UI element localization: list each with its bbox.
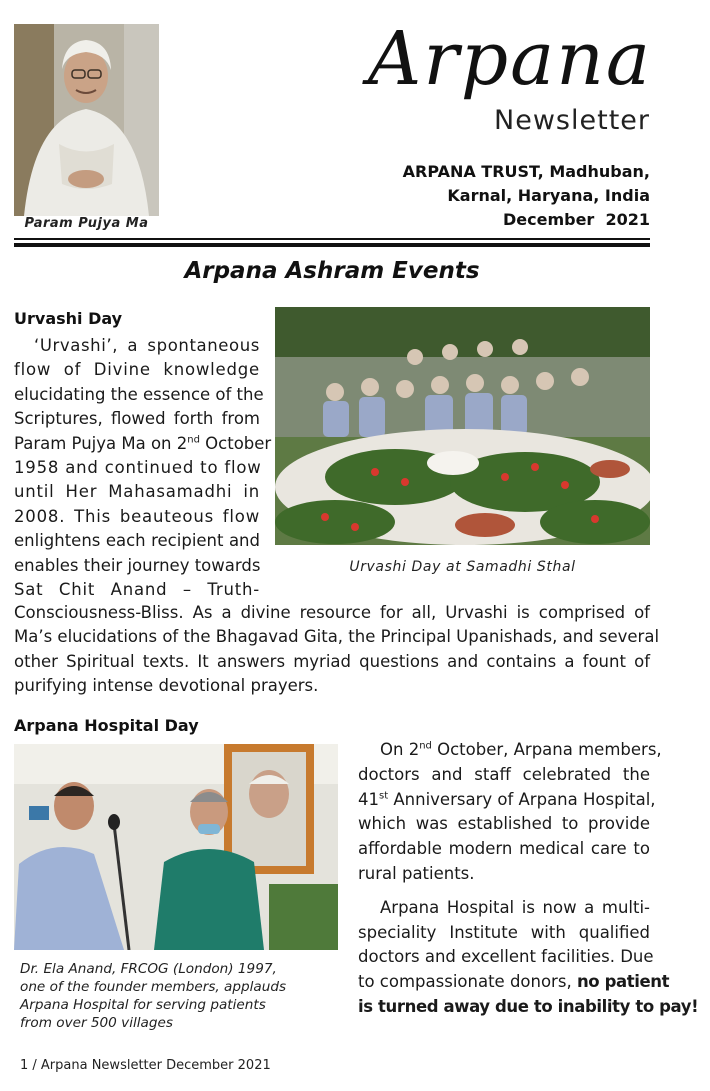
bold-text: no patient (576, 972, 670, 992)
text-line (358, 788, 656, 813)
text-line: doctors and staff celebrated the (358, 764, 650, 784)
urvashi-paragraph-wide (14, 601, 660, 699)
header-rule-thick (14, 243, 650, 247)
text-line (358, 738, 662, 763)
superscript: nd (419, 740, 432, 752)
hospital-heading: Arpana Hospital Day (14, 716, 199, 735)
text-line: until Her Mahasamadhi in (14, 482, 260, 502)
section-title: Arpana Ashram Events (184, 258, 480, 284)
text-line: enables their journey towards (14, 555, 261, 575)
org-line-2: Karnal, Haryana, India (447, 186, 650, 205)
portrait-caption: Param Pujya Ma (24, 216, 149, 231)
text-line: ‘Urvashi’, a spontaneous (34, 336, 260, 355)
newsletter-subtitle: Newsletter (494, 105, 650, 136)
text-line: elucidating the essence of the (14, 384, 264, 404)
text-fragment: Anniversary of Arpana Hospital, (388, 789, 656, 809)
caption-line: one of the founder members, applauds (20, 979, 287, 995)
samadhi-photo-caption: Urvashi Day at Samadhi Sthal (349, 559, 576, 575)
org-line-1: ARPANA TRUST, Madhuban, (402, 162, 650, 181)
superscript: st (379, 790, 389, 802)
text-line: flow of Divine knowledge (14, 360, 260, 380)
text-line: doctors and excellent facilities. Due (358, 947, 654, 967)
text-line: other Spiritual texts. It answers myriad questions and contains a fount of (14, 651, 650, 671)
text-line: 2008. This beauteous flow (14, 506, 260, 526)
text-line: 1958 and continued to flow (14, 458, 262, 478)
text-fragment: Param Pujya Ma on 2 (14, 433, 188, 453)
text-line: Arpana Hospital is now a multi- (380, 897, 650, 917)
publisher-info (403, 160, 650, 232)
superscript: nd (187, 434, 200, 446)
text-line: Consciousness-Bliss. As a divine resource for all, Urvashi is comprised of (14, 603, 650, 622)
text-fragment: On 2 (380, 740, 420, 759)
hospital-day-photo (14, 744, 338, 950)
urvashi-heading: Urvashi Day (14, 309, 123, 328)
text-fragment: 41 (358, 789, 379, 809)
text-line (14, 432, 272, 456)
text-line: purifying intense devotional prayers. (14, 676, 319, 696)
caption-line: from over 500 villages (20, 1015, 173, 1031)
header-rule-thin (14, 238, 650, 240)
text-fragment: October, Arpana members, (431, 740, 662, 759)
text-line: which was established to provide (358, 814, 650, 834)
text-line (358, 970, 670, 995)
issue-date: December 2021 (502, 210, 650, 229)
hospital-photo-caption (20, 960, 332, 1032)
text-line: Sat Chit Anand – Truth- (14, 580, 260, 600)
text-line: enlightens each recipient and (14, 531, 260, 551)
text-fragment: to compassionate donors, (358, 972, 577, 992)
text-line: affordable modern medical care to (358, 839, 650, 859)
portrait-photo (14, 24, 159, 216)
urvashi-paragraph-narrow (14, 334, 272, 602)
caption-line: Arpana Hospital for serving patients (20, 997, 266, 1013)
newsletter-title: Arpana (367, 16, 652, 102)
samadhi-sthal-photo (275, 307, 650, 545)
text-line: Scriptures, flowed forth from (14, 409, 260, 429)
bold-text-line: is turned away due to inability to pay! (358, 996, 699, 1016)
page-footer: 1 / Arpana Newsletter December 2021 (20, 1058, 271, 1073)
text-line: Ma’s elucidations of the Bhagavad Gita, the Principal Upanishads, and several (14, 627, 660, 647)
hospital-paragraphs (358, 738, 699, 1020)
text-line: speciality Institute with qualified (358, 922, 650, 942)
text-line: rural patients. (358, 863, 475, 883)
caption-line: Dr. Ela Anand, FRCOG (London) 1997, (20, 961, 277, 977)
text-fragment: October (199, 433, 272, 453)
